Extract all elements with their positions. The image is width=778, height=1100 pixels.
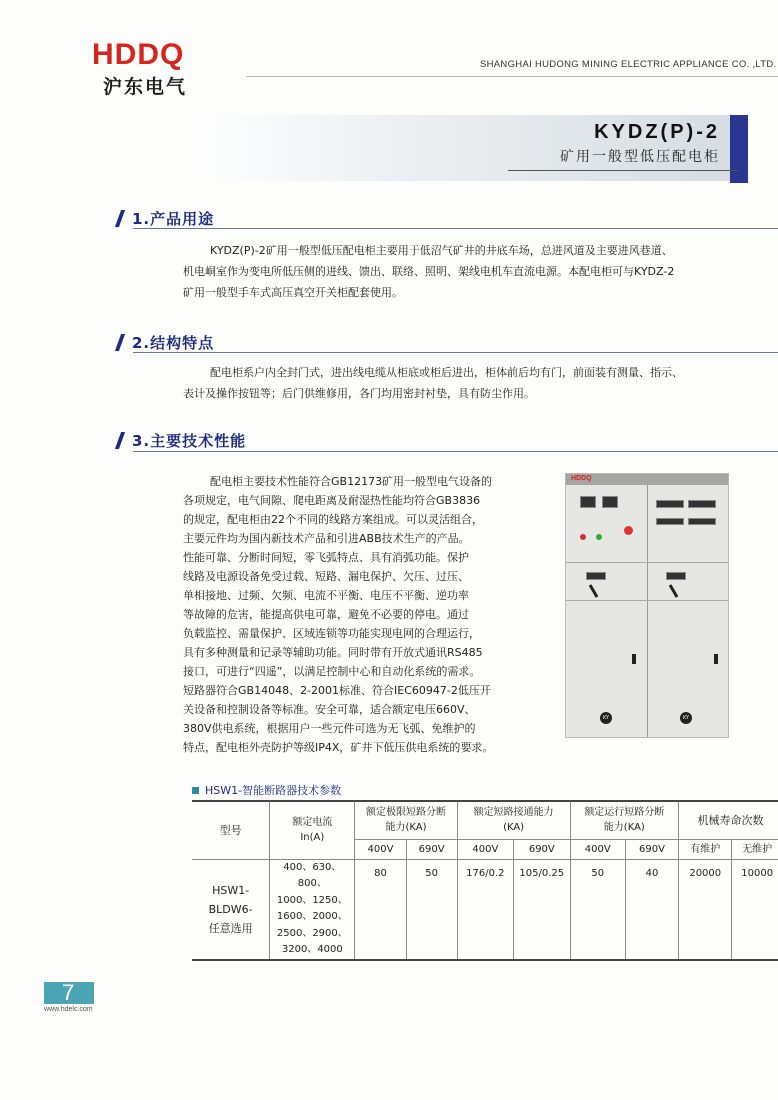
performance-line: 单相接地、过频、欠频、电流不平衡、电压不平衡、逆功率 (183, 589, 469, 602)
header-divider (246, 76, 778, 77)
usage-line-3: 矿用一般型手车式高压真空开关柜配套使用。 (183, 286, 403, 299)
hdr-limit-break: 额定极限短路分断 能力(KA) (355, 801, 457, 839)
structure-line-1: 配电柜系户内全封门式，进出线电缆从柜底或柜后进出，柜体前后均有门，前面装有测量、指示、 (210, 366, 683, 379)
performance-line: 各项规定，电气间隙、爬电距离及耐湿热性能均符合GB3836 (183, 494, 481, 507)
cabinet-seam (566, 600, 728, 601)
meter (586, 572, 606, 580)
logo-cn: 沪东电气 (103, 76, 188, 98)
cabinet-seam (566, 562, 728, 563)
sub-header: 400V (457, 839, 513, 859)
table-cell: 10000 (732, 859, 778, 960)
sub-header: 690V (406, 839, 457, 859)
hdr-current: 额定电流 In(A) (270, 801, 355, 859)
spec-table (192, 800, 778, 961)
performance-line: 具有多种测量和记录等辅助功能。同时带有开放式通讯RS485 (183, 646, 483, 659)
door-lock (632, 654, 636, 664)
meter (656, 500, 684, 508)
cabinet-badge: KY (680, 712, 692, 724)
title-rule (508, 170, 738, 171)
performance-line: 主要元件均为国内新技术产品和引进ABB技术生产的产品。 (183, 532, 470, 545)
sub-header: 有维护 (679, 839, 732, 859)
table-cell: 80 (355, 859, 406, 960)
table-cell: 20000 (679, 859, 732, 960)
table-cell: 50 (570, 859, 625, 960)
table-title: HSW1-智能断路器技术参数 (192, 782, 341, 798)
meter (656, 518, 684, 525)
sub-header: 400V (570, 839, 625, 859)
hdr-model: 型号 (192, 801, 270, 859)
cabinet-handle (589, 584, 599, 598)
logo-text: HDDQ (92, 38, 185, 71)
performance-line: 关设备和控制设备等标准。安全可靠，适合额定电压660V、 (183, 703, 476, 716)
sub-header: 无维护 (732, 839, 778, 859)
row-model: HSW1- BLDW6- 任意选用 (192, 859, 270, 960)
usage-line-2: 机电峒室作为变电所低压侧的进线、馈出、联络、照明、架线电机车直流电源。本配电柜可与KYDZ-2 (183, 265, 675, 278)
hdr-life: 机械寿命次数 (679, 801, 778, 839)
table-cell: 40 (625, 859, 678, 960)
hdr-service-break: 额定运行短路分断 能力(KA) (570, 801, 679, 839)
title-accent (730, 115, 748, 183)
usage-line-1: KYDZ(P)-2矿用一般型低压配电柜主要用于低沼气矿井的井底车场，总进风道及主要进风巷道、 (210, 244, 673, 257)
meter (602, 496, 618, 508)
performance-line: 负载监控、需量保护、区域连锁等功能实现电网的合理运行， (183, 627, 480, 640)
performance-line: 特点，配电柜外壳防护等级IP4X，矿井下低压供电系统的要求。 (183, 741, 494, 754)
section-rule (133, 352, 778, 353)
performance-line: 接口，可进行“四遥”，以满足控制中心和自动化系统的需求。 (183, 665, 481, 678)
table-cell: 176/0.2 (457, 859, 513, 960)
table-cell: 105/0.25 (514, 859, 570, 960)
company-name: SHANGHAI HUDONG MINING ELECTRIC APPLIANCE CO. ,LTD. (480, 59, 777, 70)
page-number: 7 (62, 980, 75, 1005)
sub-header: 690V (625, 839, 678, 859)
stop-button (624, 526, 633, 535)
hdr-make: 额定短路接通能力 (KA) (457, 801, 570, 839)
product-code: KYDZ(P)-2 (594, 121, 720, 143)
row-current: 400、630、800、 1000、1250、 1600、2000、 2500、2900、 3200、4000 (270, 859, 355, 960)
indicator-light (580, 534, 586, 540)
website: www.hdelc.com (44, 1006, 93, 1013)
sub-header: 400V (355, 839, 406, 859)
cabinet-brand: HDDQ (571, 475, 592, 482)
door-lock (714, 654, 718, 664)
meter (688, 500, 716, 508)
table-cell: 50 (406, 859, 457, 960)
section-rule (133, 451, 778, 452)
performance-line: 性能可靠、分断时间短，零飞弧特点、具有消弧功能。保护 (183, 551, 469, 564)
performance-line: 等故障的危害，能提高供电可靠，避免不必要的停电。通过 (183, 608, 469, 621)
sub-header: 690V (514, 839, 570, 859)
cabinet-handle (669, 584, 679, 598)
performance-line: 短路器符合GB14048、2-2001标准、符合IEC60947-2低压开 (183, 684, 491, 697)
meter (580, 496, 596, 508)
structure-line-2: 表计及操作按钮等；后门供维修用，各门均用密封衬垫，具有防尘作用。 (183, 387, 535, 400)
performance-line: 的规定，配电柜由22个不同的线路方案组成。可以灵活组合， (183, 513, 483, 526)
cabinet-badge: KY (600, 712, 612, 724)
cabinet-divider (647, 485, 648, 737)
performance-line: 380V供电系统，根据用户一些元件可选为无飞弧、免维护的 (183, 722, 476, 735)
performance-line: 线路及电源设备免受过载、短路、漏电保护、欠压、过压、 (183, 570, 469, 583)
meter (688, 518, 716, 525)
section-heading-performance: 3.主要技术性能 (118, 430, 246, 451)
cabinet-photo (565, 473, 729, 738)
indicator-light (596, 534, 602, 540)
section-rule (133, 228, 778, 229)
meter (666, 572, 686, 580)
product-name: 矿用一般型低压配电柜 (560, 149, 720, 165)
performance-line: 配电柜主要技术性能符合GB12173矿用一般型电气设备的 (210, 475, 493, 488)
section-heading-structure: 2.结构特点 (118, 332, 214, 353)
section-heading-usage: 1.产品用途 (118, 208, 214, 229)
